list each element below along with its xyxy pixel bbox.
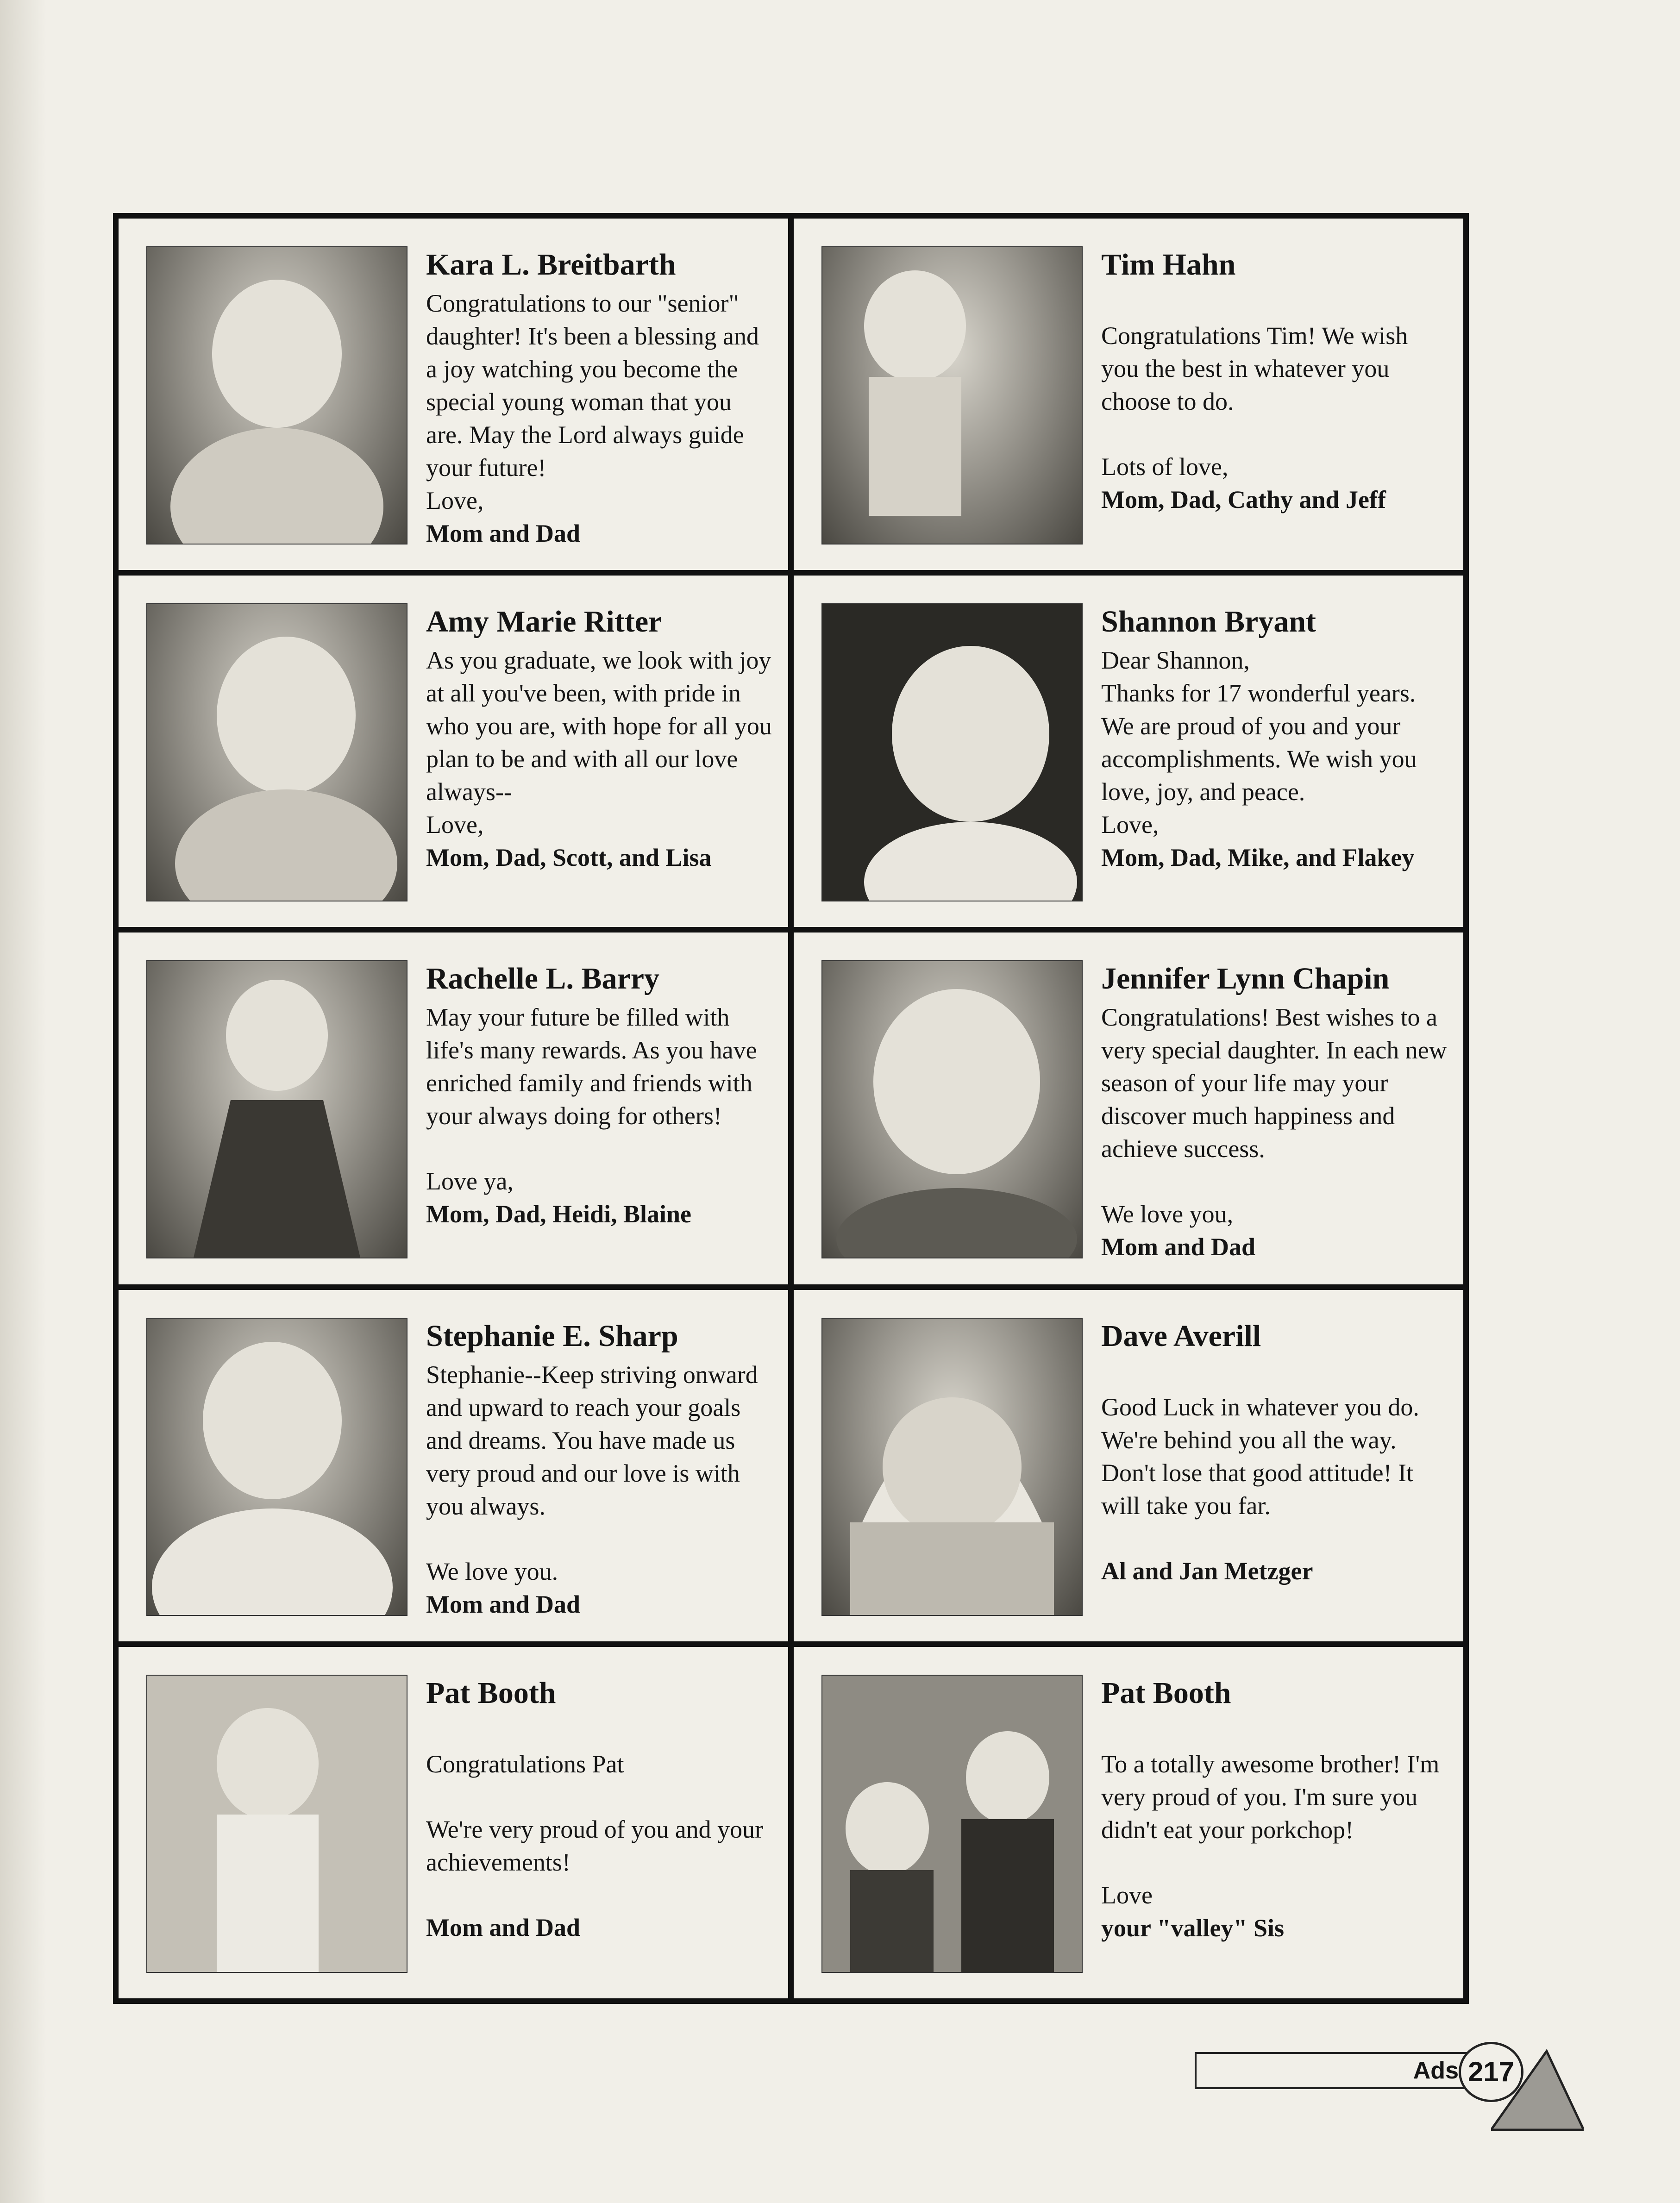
child-portrait-icon [822, 961, 1082, 1258]
signature: Mom, Dad, Cathy and Jeff [1101, 486, 1386, 513]
message-text: Thanks for 17 wonderful years. We are proud of you and your accomplishments. We wish you love, joy, and peace. [1101, 679, 1417, 806]
child-name: Stephanie E. Sharp [426, 1319, 678, 1353]
ad-card [119, 1290, 788, 1641]
message-text: Good Luck in whatever you do. We're behind you all the way. Don't lose that good attitude! It will take you far. [1101, 1393, 1419, 1520]
signature: Mom and Dad [426, 1913, 581, 1941]
message-text: Stephanie--Keep striving onward and upward to reach your goals and dreams. You have made us very proud and our love is with you always. [426, 1360, 758, 1520]
message-text: Congratulations to our "senior" daughter! It's been a blessing and a joy watching you become the special young woman that you are. May the Lord always guide your future! [426, 289, 759, 482]
child-name: Shannon Bryant [1101, 605, 1316, 639]
baby-photo [821, 1675, 1083, 1973]
greeting-text: Dear Shannon, [1101, 646, 1250, 675]
closing-text: Lots of love, [1101, 453, 1229, 481]
baby-photo [821, 960, 1083, 1258]
closing-text: Love [1101, 1881, 1153, 1909]
ad-card [794, 219, 1463, 570]
baby-photo [821, 246, 1083, 544]
child-name: Pat Booth [1101, 1676, 1231, 1710]
child-portrait-icon [147, 1319, 407, 1615]
ad-card [119, 1647, 788, 1998]
ad-card [119, 933, 788, 1284]
baby-photo [146, 1318, 407, 1616]
signature: Mom, Dad, Mike, and Flakey [1101, 844, 1415, 872]
closing-text: We love you, [1101, 1200, 1234, 1228]
child-name: Rachelle L. Barry [426, 962, 660, 996]
baby-photo [146, 246, 407, 544]
message-text: To a totally awesome brother! I'm very proud of you. I'm sure you didn't eat your porkchop! [1101, 1750, 1440, 1844]
closing-text: Love ya, [426, 1167, 514, 1195]
closing-text: Love, [426, 487, 484, 514]
ad-card [794, 933, 1463, 1284]
signature: Al and Jan Metzger [1101, 1557, 1313, 1585]
message-text: Congratulations! Best wishes to a very special daughter. In each new season of your life may your discover much happiness and achieve success. [1101, 1003, 1447, 1163]
child-name: Kara L. Breitbarth [426, 248, 676, 282]
child-portrait-icon [147, 247, 407, 544]
message-text: May your future be filled with life's many rewards. As you have enriched family and friends with your always doing for others! [426, 1003, 757, 1130]
signature: Mom and Dad [426, 1590, 581, 1618]
page-number: 217 [1459, 2042, 1523, 2102]
child-portrait-icon [822, 1676, 1082, 1972]
signature: Mom, Dad, Heidi, Blaine [426, 1200, 692, 1228]
child-portrait-icon [147, 604, 407, 901]
section-label: Ads [1195, 2052, 1473, 2089]
page-footer [1195, 2042, 1556, 2102]
baby-photo [821, 603, 1083, 901]
message-text: As you graduate, we look with joy at all you've been, with pride in who you are, with hope for all you plan to be and with all our love always-- [426, 646, 772, 806]
signature: Mom and Dad [1101, 1233, 1256, 1261]
page-binding-edge [0, 0, 46, 2203]
closing-text: Love, [1101, 811, 1159, 839]
child-name: Pat Booth [426, 1676, 556, 1710]
child-name: Dave Averill [1101, 1319, 1261, 1353]
child-portrait-icon [822, 247, 1082, 544]
child-portrait-icon [822, 1319, 1082, 1615]
ad-card [794, 576, 1463, 927]
message-text: Congratulations Pat [426, 1750, 624, 1778]
ad-card [119, 576, 788, 927]
ad-card [119, 219, 788, 570]
child-portrait-icon [822, 604, 1082, 901]
signature: Mom, Dad, Scott, and Lisa [426, 844, 712, 872]
closing-text: Love, [426, 811, 484, 839]
baby-photo [146, 1675, 407, 1973]
child-name: Jennifer Lynn Chapin [1101, 962, 1390, 996]
baby-photo [146, 603, 407, 901]
message-text: Congratulations Tim! We wish you the best in whatever you choose to do. [1101, 322, 1408, 415]
child-name: Tim Hahn [1101, 248, 1236, 282]
ad-card [794, 1647, 1463, 1998]
signature: Mom and Dad [426, 519, 581, 547]
baby-photo [821, 1318, 1083, 1616]
child-portrait-icon [147, 1676, 407, 1972]
child-portrait-icon [147, 961, 407, 1258]
signature: your "valley" Sis [1101, 1914, 1285, 1942]
closing-text: We love you. [426, 1557, 558, 1585]
child-name: Amy Marie Ritter [426, 605, 662, 639]
ad-card [794, 1290, 1463, 1641]
message-text: We're very proud of you and your achievements! [426, 1815, 764, 1876]
ads-grid [113, 213, 1469, 2004]
baby-photo [146, 960, 407, 1258]
